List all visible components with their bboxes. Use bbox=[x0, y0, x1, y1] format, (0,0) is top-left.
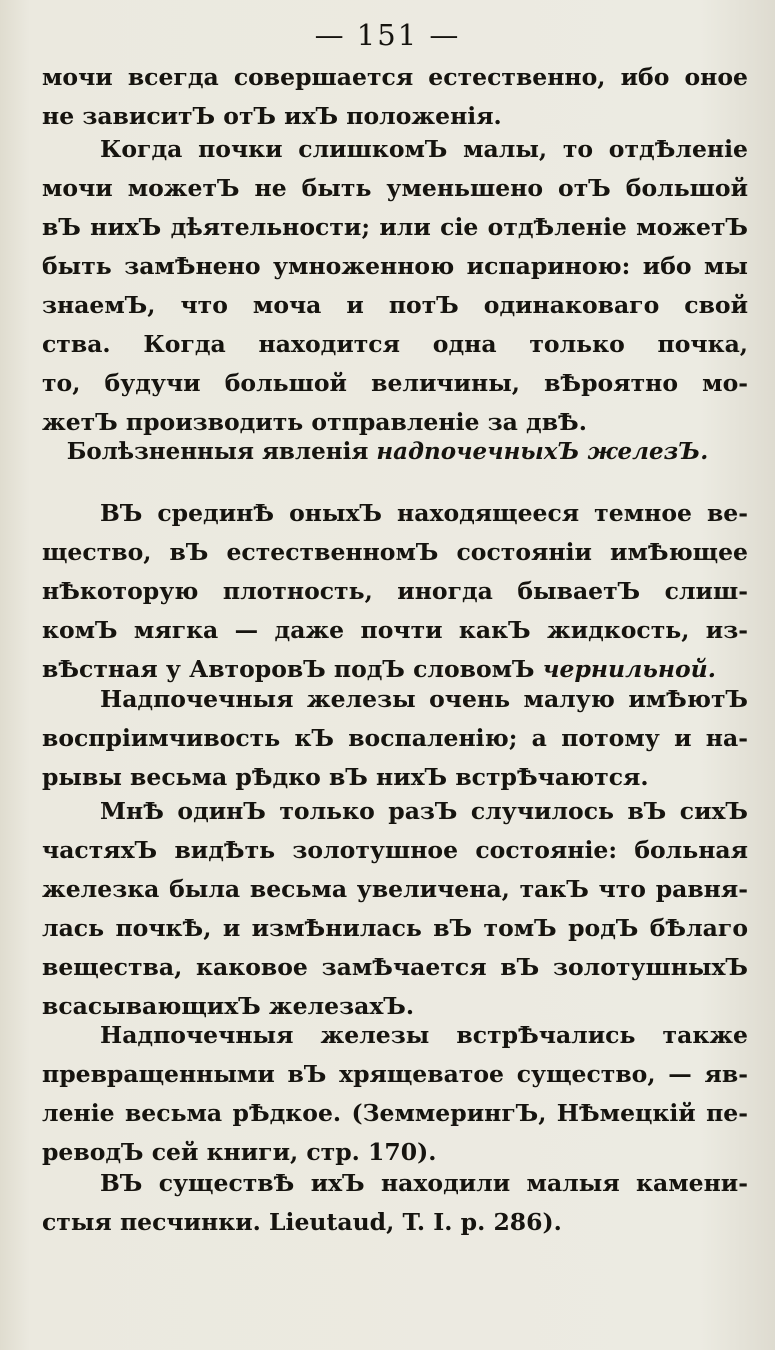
text-line: превращенными вЪ хрящеватое существо, — яв- bbox=[42, 1060, 748, 1088]
text-line: знаемЪ, что моча и потЪ одинаковаго свой bbox=[42, 291, 748, 319]
text-line: Надпочечныя железы очень малую имѢютЪ bbox=[100, 685, 748, 713]
text-line: железка была весьма увеличена, такЪ что равня- bbox=[42, 875, 748, 903]
text-line: мочи можетЪ не быть уменьшено отЪ большой bbox=[42, 174, 748, 202]
text-line: стыя песчинки. Lieutaud, T. I. p. 286). bbox=[42, 1208, 562, 1236]
text-line: вещества, каковое замѢчается вЪ золотушныхЪ bbox=[42, 953, 748, 981]
text-line: ства. Когда находится одна только почка, bbox=[42, 330, 748, 358]
text-line: МнѢ одинЪ только разЪ случилось вЪ сихЪ bbox=[100, 797, 748, 825]
text-line: нѢкоторую плотность, иногда бываетЪ слиш- bbox=[42, 577, 748, 605]
text-line: то, будучи большой величины, вѢроятно мо- bbox=[42, 369, 748, 397]
paragraph-medulla bbox=[42, 494, 748, 689]
text-line: лась почкѢ, и измѢнилась вЪ томЪ родЪ бѢлаго bbox=[42, 914, 748, 942]
text-line: ВЪ существѢ ихЪ находили малыя камени- bbox=[100, 1169, 748, 1197]
text-line: вѢстная у АвторовЪ подЪ словомЪ bbox=[42, 655, 535, 683]
text-line: реводЪ сей книги, стр. 170). bbox=[42, 1138, 437, 1166]
paragraph-scrofulous bbox=[42, 792, 748, 1026]
text-line: жетЪ производить отправленіе за двѢ. bbox=[42, 408, 587, 436]
text-line: воспріимчивость кЪ воспаленію; а потому и на- bbox=[42, 724, 748, 752]
text-line: рывы весьма рѢдко вЪ нихЪ встрѢчаются. bbox=[42, 763, 649, 791]
paragraph-cartilage bbox=[42, 1016, 748, 1172]
text-line: частяхЪ видѢть золотушное состояніе: больная bbox=[42, 836, 748, 864]
text-line: вЪ нихЪ дѣятельности; или сіе отдѢленіе можетЪ bbox=[42, 213, 748, 241]
paragraph-inflammation bbox=[42, 680, 748, 797]
text-line: Надпочечныя железы встрѢчались также bbox=[100, 1021, 748, 1049]
text-line: леніе весьма рѢдкое. (ЗеммерингЪ, НѢмецкій пе- bbox=[42, 1099, 748, 1127]
heading-plain: Болѣзненныя явленія bbox=[66, 438, 369, 465]
section-heading bbox=[0, 438, 775, 465]
text-line: комЪ мягка — даже почти какЪ жидкость, из- bbox=[42, 616, 748, 644]
text-line: щество, вЪ естественномЪ состояніи имѢющее bbox=[42, 538, 748, 566]
paragraph-stones bbox=[42, 1164, 748, 1242]
text-line: Когда почки слишкомЪ малы, то отдѢленіе bbox=[100, 135, 748, 163]
paragraph-continuation bbox=[42, 58, 748, 136]
text-line: не зависитЪ отЪ ихЪ положенія. bbox=[42, 102, 502, 130]
text-line: ВЪ срединѢ оныхЪ находящееся темное ве- bbox=[100, 499, 748, 527]
text-line: быть замѢнено умноженною испариною: ибо мы bbox=[42, 252, 748, 280]
paragraph-kidney-size bbox=[42, 130, 748, 442]
text-line: всасывающихЪ железахЪ. bbox=[42, 992, 415, 1020]
page-number: — 151 — bbox=[314, 18, 461, 52]
heading-italic: надпочечныхЪ железЪ. bbox=[376, 438, 709, 465]
text-line: мочи всегда совершается естественно, ибо оное bbox=[42, 63, 748, 91]
italic-term: чернильной. bbox=[542, 655, 716, 683]
